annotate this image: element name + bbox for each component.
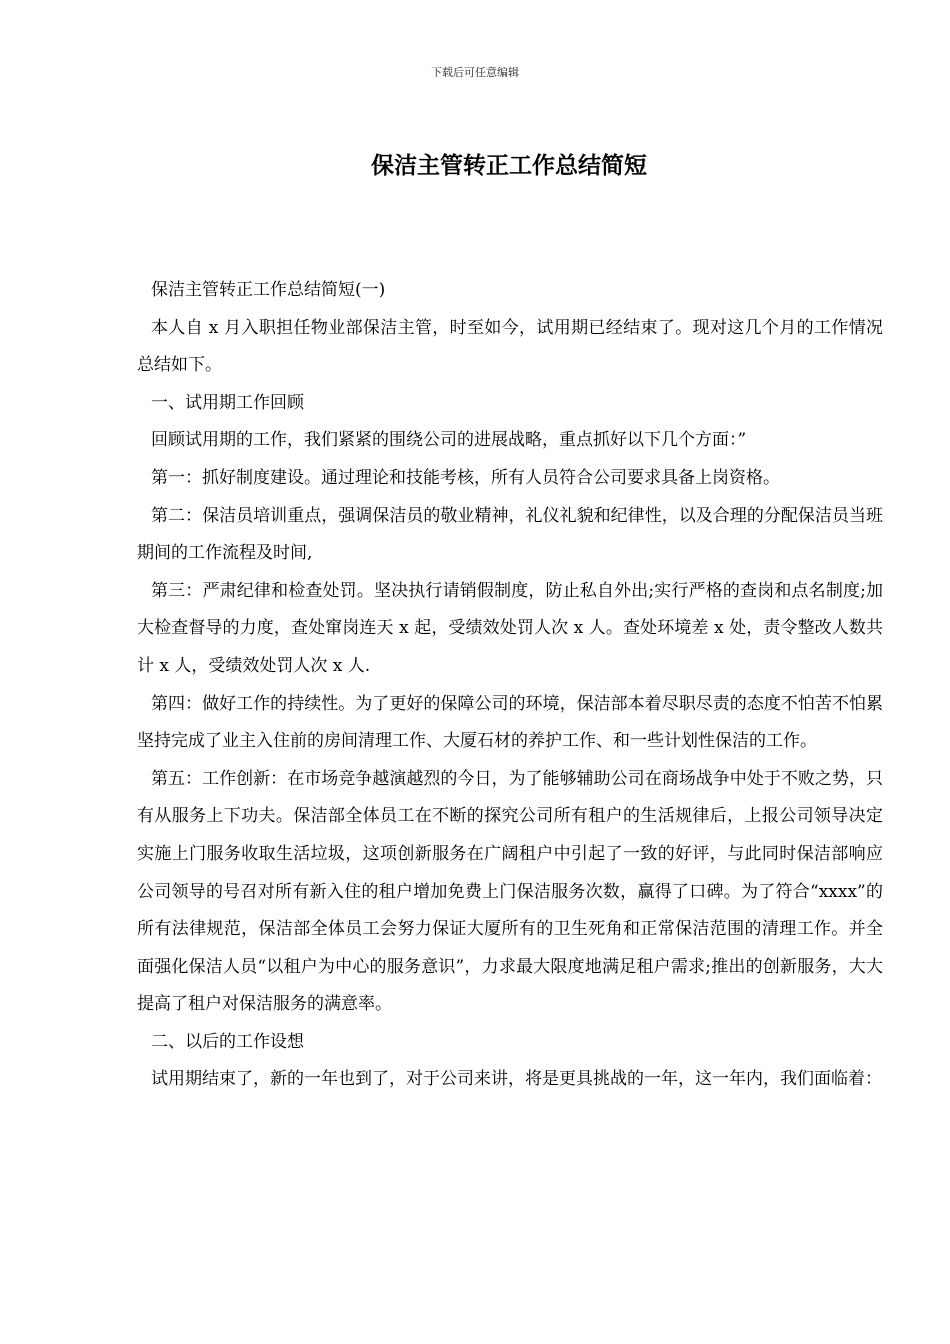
- body-paragraph: 第一：抓好制度建设。通过理论和技能考核，所有人员符合公司要求具备上岗资格。: [151, 467, 780, 488]
- section-heading: 保洁主管转正工作总结简短(一): [151, 280, 386, 300]
- page-header-note: 下载后可任意编辑: [431, 66, 519, 79]
- body-paragraph: 第四：做好工作的持续性。为了更好的保障公司的环境，保洁部本着尽职尽责的态度不怕苦不怕累坚持完成了业主入住前的房间清理工作、大厦石材的养护工作、和一些计划性保洁的工作。: [137, 693, 883, 752]
- body-paragraph: 试用期结束了，新的一年也到了，对于公司来讲，将是更具挑战的一年，这一年内，我们面临着：: [151, 1069, 882, 1090]
- body-paragraph: 第二：保洁员培训重点，强调保洁员的敬业精神，礼仪礼貌和纪律性，以及合理的分配保洁员当班期间的工作流程及时间,: [137, 505, 883, 564]
- body-paragraph: 第三：严肃纪律和检查处罚。坚决执行请销假制度，防止私自外出;实行严格的查岗和点名制度;加大检查督导的力度，查处窜岗连天 x 起，受绩效处罚人次 x 人。查处环境差 x 处，责令整改人数共计 x 人，受绩效处罚人次 x 人.: [137, 580, 883, 676]
- body-paragraph: 本人自 x 月入职担任物业部保洁主管，时至如今，试用期已经结束了。现对这几个月的工作情况总结如下。: [137, 317, 883, 376]
- section-heading: 一、试用期工作回顾: [151, 392, 304, 413]
- section-heading: 二、以后的工作设想: [151, 1031, 304, 1052]
- body-paragraph: 第五：工作创新：在市场竞争越演越烈的今日，为了能够辅助公司在商场战争中处于不败之势，只有从服务上下功夫。保洁部全体员工在不断的探究公司所有租户的生活规律后，上报公司领导决定实施上门服务收取生活垃圾，这项创新服务在广阔租户中引起了一致的好评，与此同时保洁部响应公司领导的号召对所有新入住的租户增加免费上门保洁服务次数，赢得了口碑。为了符合“xxxx”的所有法律规范，保洁部全体员工会努力保证大厦所有的卫生死角和正常保洁范围的清理工作。并全面强化保洁人员“以租户为中心的服务意识”，力求最大限度地满足租户需求;推出的创新服务，大大提高了租户对保洁服务的满意率。: [137, 768, 883, 1015]
- document-body: [137, 272, 883, 1099]
- document-title: 保洁主管转正工作总结简短: [371, 153, 647, 179]
- body-paragraph: 回顾试用期的工作，我们紧紧的围绕公司的进展战略，重点抓好以下几个方面：”: [151, 430, 747, 451]
